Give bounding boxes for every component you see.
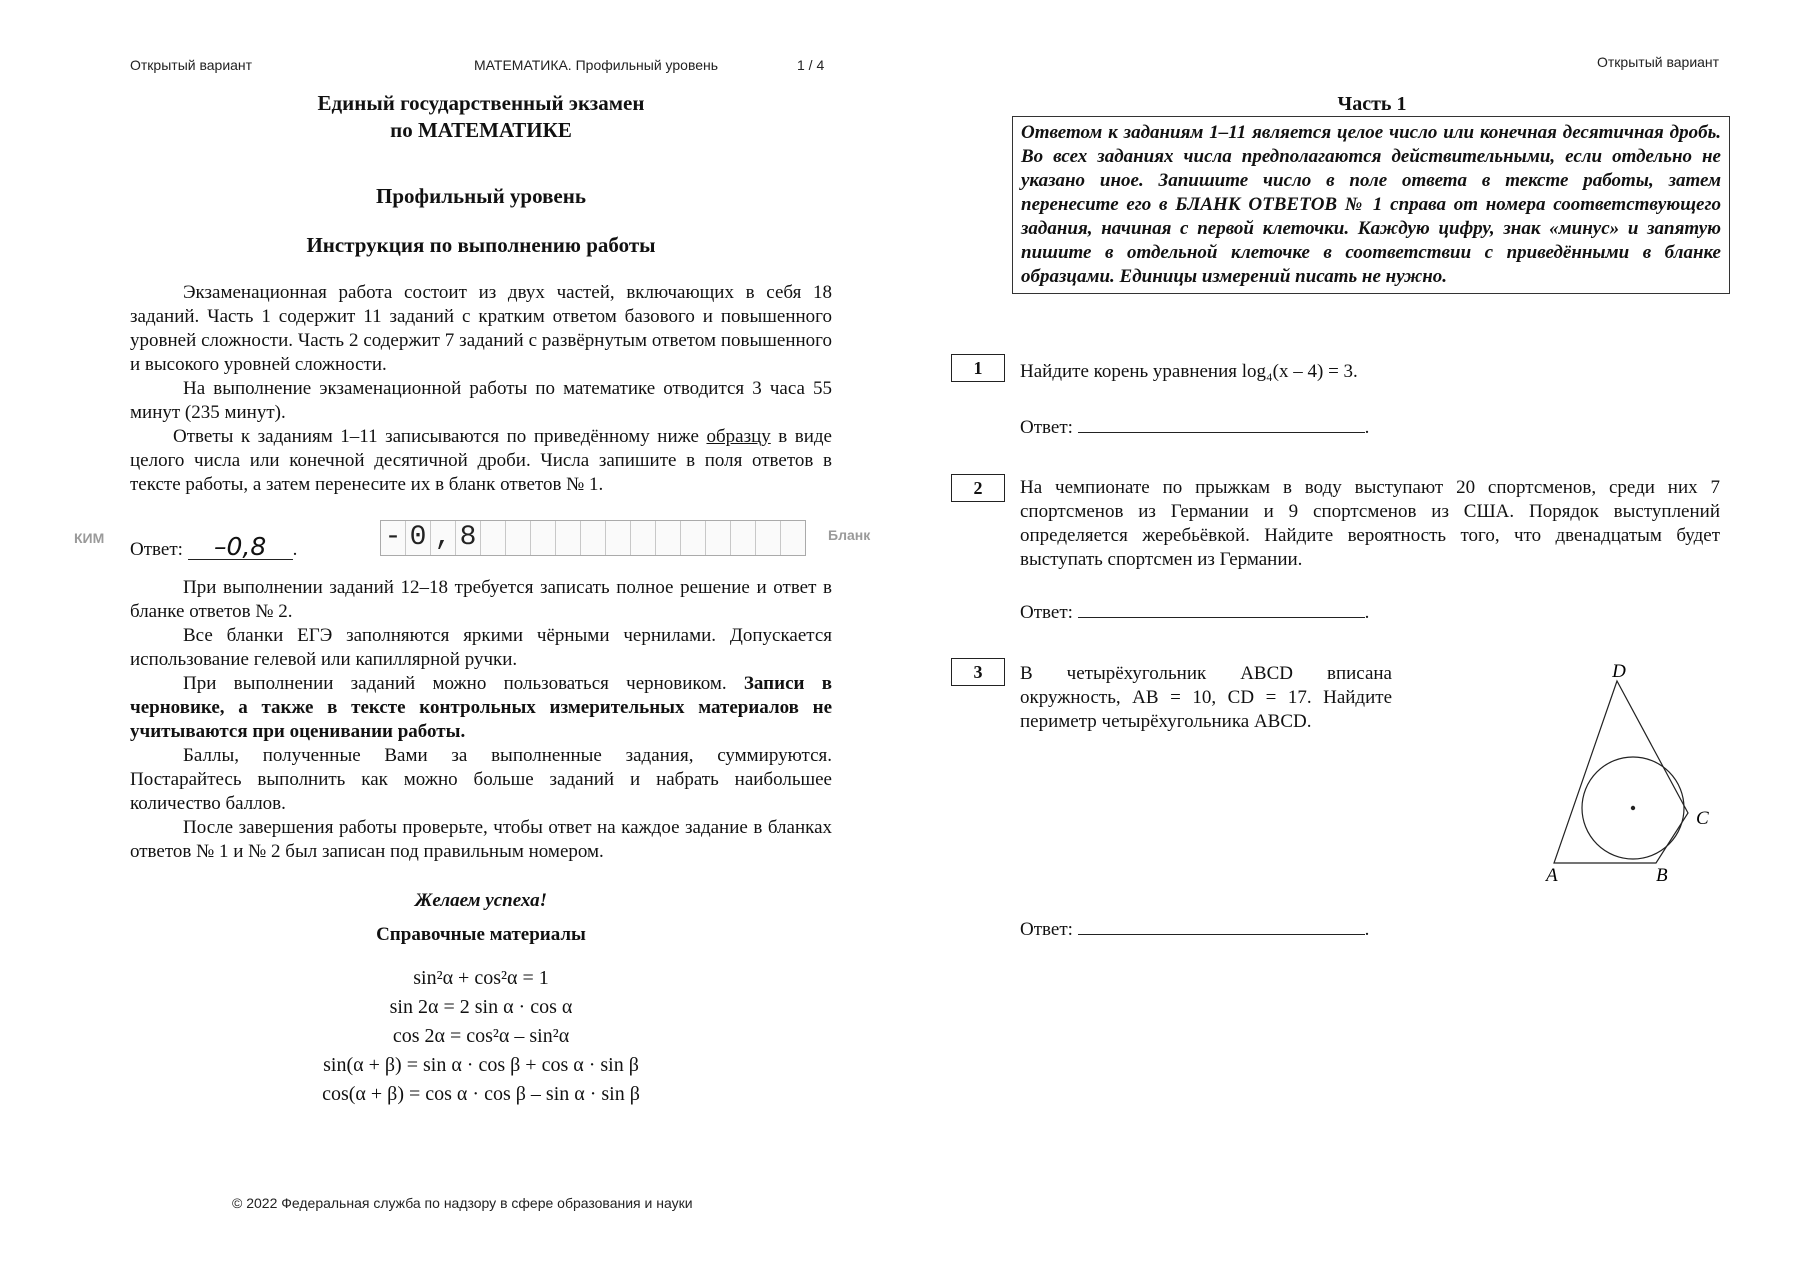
- sample-cell: [681, 521, 706, 555]
- instruction-para-4: При выполнении заданий 12–18 требуется записать полное решение и ответ в бланке ответов № 2.: [130, 577, 832, 622]
- task-3-answer-label: Ответ:: [1020, 919, 1073, 940]
- formula-1: sin²α + cos²α = 1: [413, 967, 549, 989]
- instruction-para-3-start: Ответы к заданиям 1–11 записываются по приведённому ниже: [173, 426, 707, 447]
- level-title: Профильный уровень: [376, 184, 586, 208]
- header-page-number: 1 / 4: [797, 57, 825, 73]
- vertex-label-c: C: [1696, 808, 1709, 829]
- instruction-para-5: Все бланки ЕГЭ заполняются яркими чёрными чернилами. Допускается использование гелевой или капиллярной ручки.: [130, 625, 832, 670]
- instruction-text-bottom: [130, 576, 832, 864]
- task-2-text: На чемпионате по прыжкам в воду выступают 20 спортсменов, среди них 7 спортсменов из Германии и 9 спортсменов из США. Порядок выступлений определяется жеребьёвкой. Найдите вероятность того, что двенадцатым будет выступать спортсмен из Германии.: [1020, 477, 1720, 570]
- header-variant-left: Открытый вариант: [130, 57, 253, 73]
- sample-cell: [506, 521, 531, 555]
- sample-cell: [706, 521, 731, 555]
- task-2-answer-label: Ответ:: [1020, 602, 1073, 623]
- formula-3: cos 2α = cos²α – sin²α: [392, 1025, 570, 1047]
- sample-cell: [756, 521, 781, 555]
- task-3-text: В четырёхугольник ABCD вписана окружность, AB = 10, CD = 17. Найдите периметр четырёхугольника ABCD.: [1020, 663, 1392, 732]
- exam-title: [130, 90, 832, 144]
- vertex-label-d: D: [1612, 661, 1626, 682]
- task-1-answer-field[interactable]: [1078, 414, 1365, 433]
- circle-center: [1631, 806, 1635, 810]
- sample-cell: [656, 521, 681, 555]
- instruction-para-3-end: в виде целого числа или конечной десятичной дроби. Числа запишите в поля ответов в тексте работы, а затем перенесите их в бланк ответов № 1.: [130, 426, 832, 495]
- exam-title-line2: по МАТЕМАТИКЕ: [390, 118, 572, 142]
- task-3-answer[interactable]: Ответ: .: [1020, 916, 1369, 941]
- sample-cell: [606, 521, 631, 555]
- formula-4: sin(α + β) = sin α · cos β + cos α · sin β: [323, 1054, 639, 1076]
- instruction-para-3: [130, 425, 832, 497]
- instruction-para-7: Баллы, полученные Вами за выполненные задания, суммируются. Постарайтесь выполнить как можно больше заданий и набрать наибольшее количество баллов.: [130, 745, 832, 814]
- sample-cell: [481, 521, 506, 555]
- part-instructions: Ответом к заданиям 1–11 является целое число или конечная десятичная дробь. Во всех заданиях числа предполагаются действительными, если отдельно не указано иное. Запишите число в поле ответа в тексте работы, затем перенесите его в БЛАНК ОТВЕТОВ № 1 справа от номера соответствующего задания, начиная с первой клеточки. Каждую цифру, знак «минус» и запятую пишите в отдельной клеточке в соответствии с приведёнными в бланке образцами. Единицы измерений писать не нужно.: [1012, 116, 1730, 294]
- instruction-title: Инструкция по выполнению работы: [306, 233, 656, 257]
- vertex-label-a: A: [1546, 865, 1558, 886]
- quadrilateral-figure: [1540, 655, 1720, 890]
- kim-label: КИМ: [74, 530, 105, 546]
- sample-cell: [531, 521, 556, 555]
- copyright: © 2022 Федеральная служба по надзору в сфере образования и науки: [232, 1195, 693, 1211]
- task-1-text: Найдите корень уравнения log₄(x – 4) = 3.: [1020, 361, 1358, 382]
- sample-cell: [631, 521, 656, 555]
- sample-cell: [556, 521, 581, 555]
- task-1-answer[interactable]: Ответ: .: [1020, 414, 1369, 439]
- vertex-label-b: B: [1656, 865, 1668, 886]
- task-2-answer-field[interactable]: [1078, 599, 1365, 618]
- formula-2: sin 2α = 2 sin α · cos α: [389, 996, 573, 1018]
- sample-cell: [731, 521, 756, 555]
- sample-answer-label: Ответ:: [130, 539, 183, 560]
- reference-formulas: [130, 964, 832, 1109]
- instruction-para-1: Экзаменационная работа состоит из двух частей, включающих в себя 18 заданий. Часть 1 содержит 11 заданий с кратким ответом базового и повышенного уровней сложности. Часть 2 содержит 7 заданий с развёрнутым ответом повышенного и высокого уровней сложности.: [130, 282, 832, 375]
- exam-title-line1: Единый государственный экзамен: [317, 91, 645, 115]
- sample-answer-cells: [380, 520, 806, 556]
- sample-answer: Ответ: –0,8 .: [130, 532, 298, 561]
- task-number-2: 2: [951, 474, 1005, 502]
- sample-answer-value: –0,8: [188, 534, 293, 560]
- instruction-para-6: [130, 672, 832, 744]
- sample-cell: ,: [431, 521, 456, 555]
- sample-cell: [581, 521, 606, 555]
- reference-title: Справочные материалы: [376, 924, 586, 945]
- task-number-3: 3: [951, 658, 1005, 686]
- instruction-para-8: После завершения работы проверьте, чтобы ответ на каждое задание в бланках ответов № 1 и № 2 был записан под правильным номером.: [130, 817, 832, 862]
- formula-5: cos(α + β) = cos α · cos β – sin α · sin β: [322, 1083, 640, 1105]
- header-subject: МАТЕМАТИКА. Профильный уровень: [474, 57, 719, 73]
- instruction-para-6-start: При выполнении заданий можно пользоваться черновиком.: [183, 673, 744, 694]
- sample-link: образцу: [706, 426, 771, 447]
- sample-cell: [781, 521, 805, 555]
- task-1-answer-label: Ответ:: [1020, 417, 1073, 438]
- instruction-para-6-bold: Записи в черновике, а также в тексте контрольных измерительных материалов не учитываются при оценивании работы.: [130, 673, 832, 742]
- quadrilateral-abcd: [1554, 681, 1688, 863]
- blank-label: Бланк: [828, 527, 871, 543]
- instruction-text-top: [130, 281, 832, 497]
- sample-cell: 8: [456, 521, 481, 555]
- task-2-answer[interactable]: Ответ: .: [1020, 599, 1369, 624]
- task-number-1: 1: [951, 354, 1005, 382]
- sample-cell: -: [381, 521, 406, 555]
- task-3-answer-field[interactable]: [1078, 916, 1365, 935]
- header-variant-right: Открытый вариант: [1597, 54, 1720, 70]
- part-title: Часть 1: [1337, 93, 1407, 115]
- sample-cell: 0: [406, 521, 431, 555]
- wish-text: Желаем успеха!: [414, 890, 548, 911]
- instruction-para-2: На выполнение экзаменационной работы по математике отводится 3 часа 55 минут (235 минут).: [130, 378, 832, 423]
